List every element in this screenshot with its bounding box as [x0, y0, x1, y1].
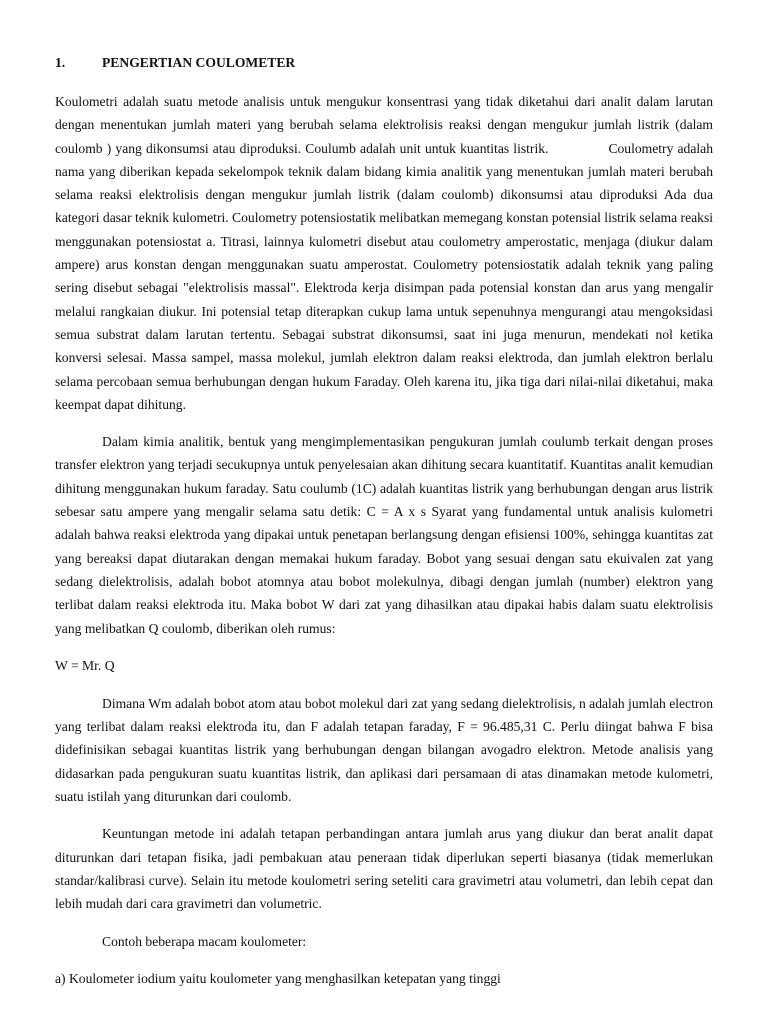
section-number: 1.	[55, 55, 66, 70]
list-item: a) Koulometer iodium yaitu koulometer yang menghasilkan ketepatan yang tinggi	[55, 970, 501, 986]
section-heading	[55, 52, 713, 74]
paragraph-examples-intro: Contoh beberapa macam koulometer:	[102, 933, 307, 949]
formula: W = Mr. Q	[55, 657, 115, 673]
paragraph-definition-part-b: Coulometry adalah nama yang diberikan kepada sekelompok teknik dalam bidang kimia analitik yang menentukan jumlah materi berubah selama reaksi elektrolisis dengan mengukur jumlah listrik (dalam coulomb) dikonsumsi atau diproduksi Ada dua kategori dasar teknik kulometri. Coulometry potensiostatik melibatkan memegang konstan potensial listrik selama reaksi menggunakan potensiostat a. Titrasi, lainnya kulometri disebut atau coulometry amperostatic, menjaga (diukur dalam ampere) arus konstan dengan menggunakan suatu amperostat. Coulometry potensiostatik adalah teknik yang paling sering disebut sebagai "elektrolisis massal". Elektroda kerja disimpan pada potensial konstan dan arus yang mengalir melalui rangkaian diukur. Ini potensial tetap diterapkan cukup lama untuk sepenuhnya mengurangi atau mengoksidasi semua substrat dalam larutan tertentu. Sebagai substrat dikonsumsi, saat ini juga menurun, mendekati nol ketika konversi selesai. Massa sampel, massa molekul, jumlah elektron dalam reaksi elektroda, dan jumlah elektron berlalu selama percobaan semua berhubungan dengan hukum Faraday. Oleh karena itu, jika tiga dari nilai-nilai diketahui, maka keempat dapat dihitung.	[55, 140, 714, 412]
paragraph-analytical-chemistry: Dalam kimia analitik, bentuk yang mengimplementasikan pengukuran jumlah coulumb terkait dengan proses transfer elektron yang terjadi secukupnya untuk penyelesaian akan dihitung secara kuantitatif. Kuantitas analit kemudian dihitung menggunakan hukum faraday. Satu coulumb (1C) adalah kuantitas listrik yang berhubungan dengan arus listrik sebesar satu ampere yang mengalir selama satu detik: C = A x s Syarat yang fundamental untuk analisis kulometri adalah bahwa reaksi elektroda yang dipakai untuk penetapan berlangsung dengan efisiensi 100%, sehingga kuantitas zat yang bereaksi dapat diutarakan dengan memakai hukum faraday. Bobot yang sesuai dengan satu ekuivalen zat yang sedang dielektrolisis, adalah bobot atomnya atau bobot molekulnya, dibagi dengan jumlah (number) elektron yang terlibat dalam reaksi elektroda itu. Maka bobot W dari zat yang dihasilkan atau dipakai habis dalam suatu elektrolisis yang melibatkan Q coulomb, diberikan oleh rumus:	[55, 434, 713, 636]
paragraph-definition-part-a: Koulometri adalah suatu metode analisis untuk mengukur konsentrasi yang tidak diketahui dari analit dalam larutan dengan menentukan jumlah materi yang berubah selama elektrolisis reaksi dengan mengukur jumlah listrik (dalam coulomb ) yang dikonsumsi atau diproduksi. Coulumb adalah unit untuk kuantitas listrik.	[55, 94, 713, 156]
paragraph-definition	[55, 90, 713, 416]
section-title: PENGERTIAN COULOMETER	[102, 55, 296, 70]
paragraph-advantages: Keuntungan metode ini adalah tetapan perbandingan antara jumlah arus yang diukur dan berat analit dapat diturunkan dari tetapan fisika, jadi pembakuan atau peneraan tidak diperlukan seperti biasanya (tidak memerlukan standar/kalibrasi curve). Selain itu metode koulometri sering seteliti cara gravimetri atau volumetri, dan lebih cepat dan lebih mudah dari cara gravimetri dan volumetric.	[55, 826, 713, 912]
paragraph-formula-explanation: Dimana Wm adalah bobot atom atau bobot molekul dari zat yang sedang dielektrolisis, n adalah jumlah electron yang terlibat dalam reaksi elektroda itu, dan F adalah tetapan faraday, F = 96.485,31 C. Perlu diingat bahwa F bisa didefinisikan sebagai kuantitas listrik yang berhubungan dengan bilangan avogadro elektron. Metode analisis yang didasarkan pada pengukuran suatu kuantitas listrik, dan aplikasi dari persamaan di atas dinamakan metode kulometri, suatu istilah yang diturunkan dari coulomb.	[55, 695, 713, 805]
document-page	[55, 52, 713, 990]
